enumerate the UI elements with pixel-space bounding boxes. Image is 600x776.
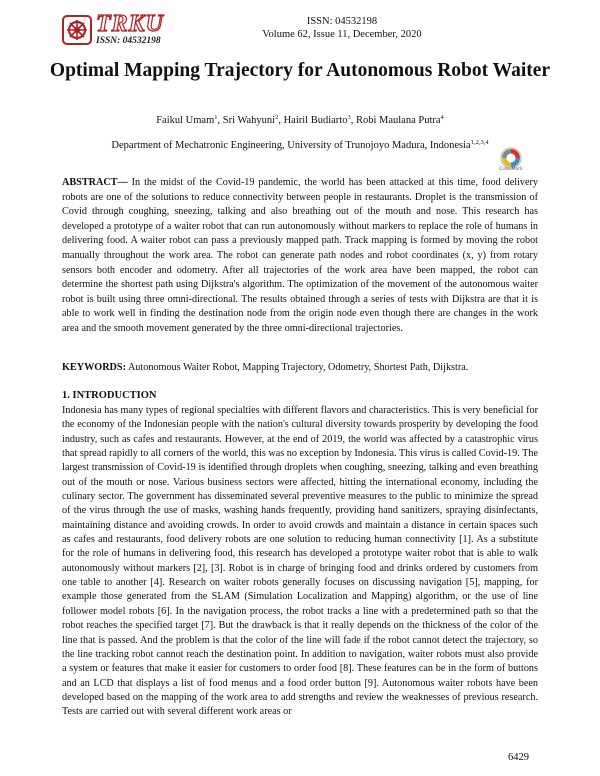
keywords-label: KEYWORDS:: [62, 362, 126, 373]
affiliation-text: Department of Mechatronic Engineering, University of Trunojoyo Madura, Indonesia: [111, 140, 471, 151]
author-list: Faikul Umam$^1$, Sri Wahyuni$^2$, Hairil Budiarto$^3$, Robi Maulana Putra$^4$: [156, 114, 444, 126]
introduction-heading: 1. INTRODUCTION: [62, 390, 157, 401]
journal-logo-name: TRKU: [96, 11, 165, 37]
affiliation-mark: 1,2,3,4: [470, 139, 489, 146]
author-affiliation-mark: 2: [275, 114, 279, 121]
crossmark-label: CrossMark: [499, 167, 523, 172]
issn-line: ISSN: 04532198: [306, 16, 378, 27]
author-name: Sri Wahyuni: [222, 115, 276, 126]
abstract-label: ABSTRACT—: [62, 177, 128, 188]
author-name: Faikul Umam: [156, 115, 215, 126]
paper-title: Optimal Mapping Trajectory for Autonomous Robot Waiter: [49, 60, 551, 81]
author-name: Robi Maulana Putra: [355, 115, 441, 126]
author-name: Hairil Budiarto: [283, 115, 348, 126]
volume-line: Volume 62, Issue 11, December, 2020: [262, 29, 422, 40]
journal-logo-issn: ISSN: 04532198: [96, 36, 161, 46]
keywords-text: Autonomous Waiter Robot, Mapping Trajectory, Odometry, Shortest Path, Dijkstra.: [125, 362, 469, 373]
affiliation: [40, 140, 560, 151]
abstract-text: In the midst of the Covid-19 pandemic, the world has been attacked at this time, food delivery robots are one of the solutions to reduce connectivity between people in restaurants. Droplet is the transmission of Covid through coughing, sneezing, talking and also breathing out of the mouth and nose. This research has developed a prototype of a waiter robot that can run autonomously without markers to replace the role of humans in delivering food. A waiter robot can pass a previously mapped path. Track mapping is formed by moving the robot manually throughout the work area. The robot can generate path nodes and robot coordinates (x, y) from rotary sensors both encoder and odometry. After all trajectories of the work area have been mapped, the robot can determine the shortest path using Dijkstra's algorithm. The optimization of the movement of the autonomous waiter robot is built using three omni-directional. The results obtained through a series of tests with Dijkstra are that it is able to work well in finding the destination node from the origin node even though there are changes in the work area and the smooth movement generated by the three omni-directional trajectories.: [62, 177, 538, 334]
journal-logo: [62, 13, 190, 49]
author-affiliation-mark: 3: [347, 114, 351, 121]
author-affiliation-mark: 4: [440, 114, 444, 121]
journal-header-info: [232, 15, 452, 41]
journal-logo-icon: [62, 15, 92, 45]
abstract: [62, 176, 538, 337]
page-number: 6429: [508, 752, 529, 763]
introduction-body: Indonesia has many types of regional specialties with different flavors and characteristics. This is very beneficial for the economy of the Indonesian people with the nation's cultural diversity towards prosperity by developing the food industry, such as cafes and restaurants. However, at the end of 2019, the world was affected by a catastrophic virus that spread rapidly to all corners of the world, this was no exception by Indonesia. This virus is called Covid-19. The largest transmission of Covid-19 is identified through droplets when coughing, sneezing, talking and even breathing out of the mouth or nose. Various business sectors were affected, hitting the international economy, including the culinary sector. The government has disseminated several preventive measures to the public to minimize the spread of the virus through the use of masks, washing hands frequently, providing hand sanitizers, spraying disinfectants, maintaining distance and avoiding crowds. In order to avoid crowds and maintain a distance in certain spaces such as cafes and restaurants, food delivery robots are one solution to reducing human connectivity [1]. As a substitute for the role of humans in delivering food, this research has developed a prototype waiter robot that is able to walk autonomously without markers [2], [3]. Robot is in charge of bringing food and drinks ordered by customers from one table to another [4]. Research on waiter robots generally focuses on discussing navigation [5], mapping, for example those generated from the SLAM (Simulation Localization and Mapping) algorithm, or the use of line follower model robots [6]. In the navigation process, the robot tracks a line with a predetermined path so that the robot reaches the specified target [7]. But the drawback is that it really depends on the thickness of the color of the line that is passed. And the problem is that the color of the line will fade if the robot cannot detect the trajectory, so the line tracking robot cannot reach the destination point. In addition to navigation, waiter robots must also provide a system or features that make it easier for customers to order food [8]. These features can be in the form of buttons and an LCD that displays a list of food menus and a food order button [9]. Autonomous waiter robots have been developed based on the mapping of the work area to add strengths and review the weaknesses of previous research. Tests are carried out with several different work areas or: [62, 405, 538, 718]
author-affiliation-mark: 1: [214, 114, 218, 121]
keywords: [62, 361, 538, 376]
